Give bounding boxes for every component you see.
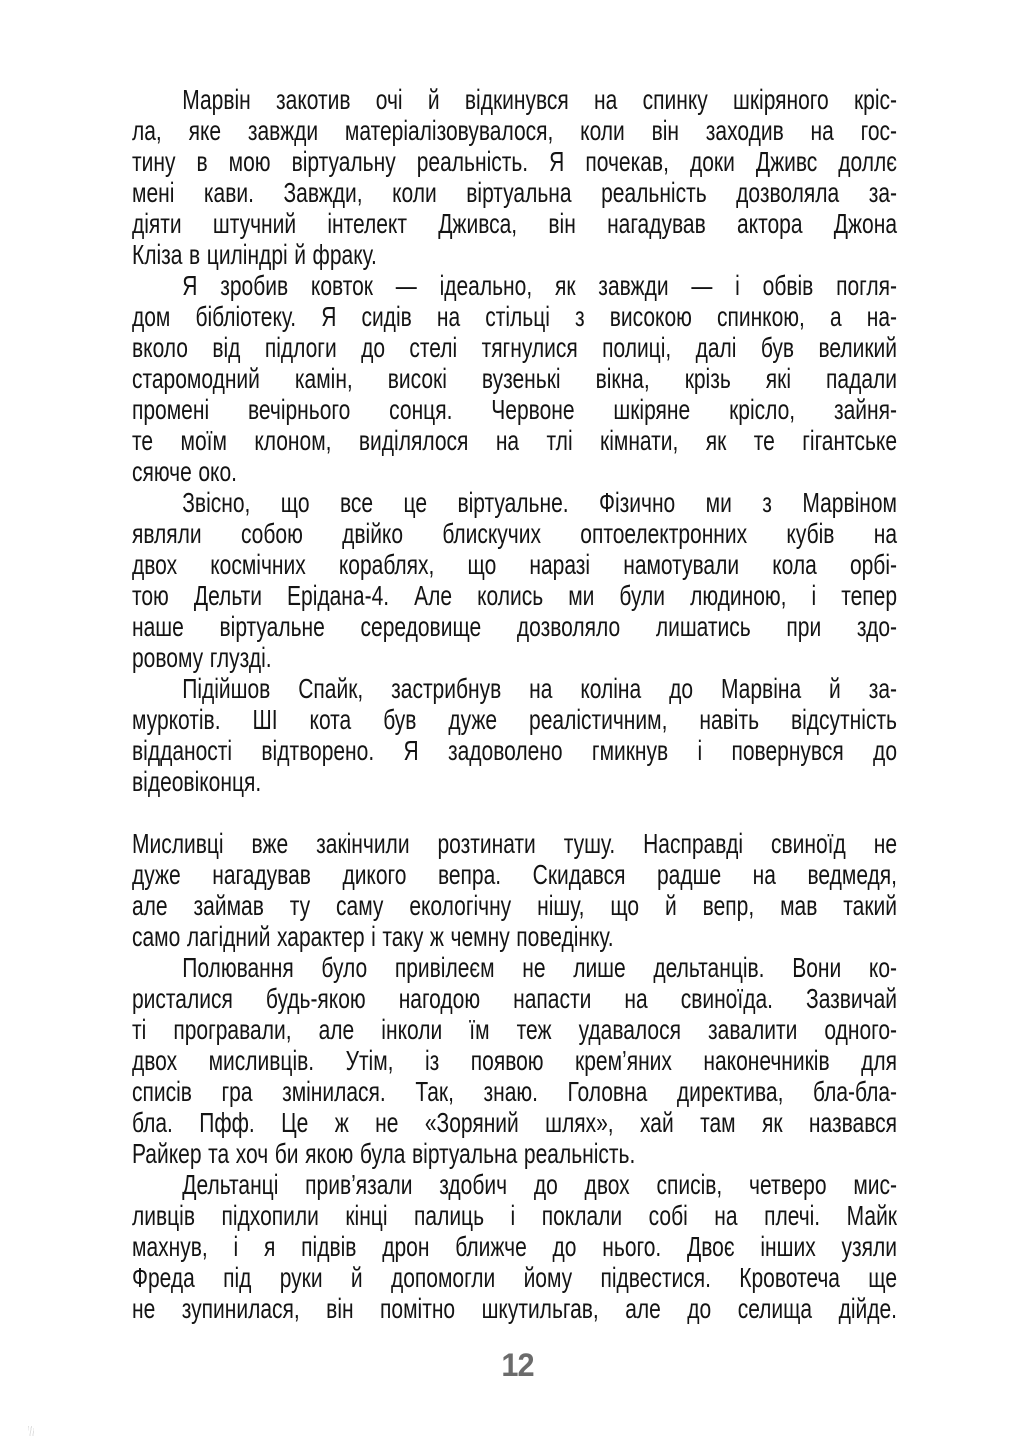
text-line: тою Дельти Ерідана-4. Але колись ми були людиною, і тепер — [132, 580, 897, 611]
text-line: вколо від підлоги до стелі тягнулися полиці, далі був великий — [132, 332, 897, 363]
text-line: ла, яке завжди матеріалізовувалося, коли він заходив на гос- — [132, 115, 897, 146]
text-line: ристалися будь-якою нагодою напасти на свиноїда. Зазвичай — [132, 983, 897, 1014]
text-line: муркотів. ШІ кота був дуже реалістичним, навіть відсутність — [132, 704, 897, 735]
text-line: сяюче око. — [132, 456, 237, 487]
text-line: не зупинилася, він помітно шкутильгав, але до селища дійде. — [132, 1293, 897, 1324]
text-line: дуже нагадував дикого вепра. Скидався радше на ведмедя, — [132, 859, 897, 890]
page-number: 12 — [501, 1347, 534, 1383]
text-line: являли собою двійко блискучих оптоелектронних кубів на — [132, 518, 897, 549]
text-line: Фреда під руки й допомогли йому підвестися. Кровотеча ще — [132, 1262, 897, 1293]
text-line: тину в мою віртуальну реальність. Я почекав, доки Дживс доллє — [132, 146, 897, 177]
text-line: Звісно, що все це віртуальне. Фізично ми з Марвіном — [182, 487, 897, 518]
text-line: двох мисливців. Утім, із появою крем’яних наконечників для — [132, 1045, 897, 1076]
text-line: Полювання було привілеєм не лише дельтанців. Вони ко- — [182, 952, 897, 983]
paragraph — [132, 270, 897, 487]
scan-artifact — [28, 1426, 34, 1436]
text-line: Мисливці вже закінчили розтинати тушу. Насправді свиноїд не — [132, 828, 897, 859]
paragraph — [132, 673, 897, 797]
text-line: Я зробив ковток — ідеально, як завжди — і обвів погля- — [182, 270, 897, 301]
text-line: бла. Пфф. Це ж не «Зоряний шлях», хай там як назвався — [132, 1107, 897, 1138]
paragraph — [132, 84, 897, 270]
paragraph — [132, 487, 897, 673]
text-line: Підійшов Спайк, застрибнув на коліна до Марвіна й за- — [182, 673, 897, 704]
paragraph — [132, 828, 897, 952]
text-line: відеовіконця. — [132, 766, 262, 797]
text-line: старомодний камін, високі вузенькі вікна, крізь які падали — [132, 363, 897, 394]
text-line: списів гра змінилася. Так, знаю. Головна директива, бла-бла- — [132, 1076, 897, 1107]
text-line: двох космічних кораблях, що наразі намотували кола орбі- — [132, 549, 897, 580]
text-line: те моїм клоном, виділялося на тлі кімнати, як те гігантське — [132, 425, 897, 456]
paragraph — [132, 1169, 897, 1324]
text-line: мені кави. Завжди, коли віртуальна реальність дозволяла за- — [132, 177, 897, 208]
text-line: махнув, і я підвів дрон ближче до нього. Двоє інших узяли — [132, 1231, 897, 1262]
text-line: наше віртуальне середовище дозволяло лишатись при здо- — [132, 611, 897, 642]
text-line: Кліза в циліндрі й фраку. — [132, 239, 377, 270]
text-line: промені вечірнього сонця. Червоне шкіряне крісло, зайня- — [132, 394, 897, 425]
text-line: Марвін закотив очі й відкинувся на спинку шкіряного кріс- — [182, 84, 897, 115]
paragraph — [132, 952, 897, 1169]
text-block — [132, 84, 897, 1324]
text-line: ті програвали, але інколи їм теж удавалося завалити одного- — [132, 1014, 897, 1045]
text-line: але займав ту саму екологічну нішу, що й вепр, мав такий — [132, 890, 897, 921]
text-line: ровому глузді. — [132, 642, 272, 673]
text-line: відданості відтворено. Я задоволено гмикнув і повернувся до — [132, 735, 897, 766]
text-line: дом бібліотеку. Я сидів на стільці з високою спинкою, а на- — [132, 301, 897, 332]
text-line: діяти штучний інтелект Дживса, він нагадував актора Джона — [132, 208, 897, 239]
text-line: ливців підхопили кінці палиць і поклали собі на плечі. Майк — [132, 1200, 897, 1231]
text-line: само лагідний характер і таку ж чемну поведінку. — [132, 921, 614, 952]
text-line: Дельтанці прив’язали здобич до двох списів, четверо мис- — [182, 1169, 897, 1200]
text-line: Райкер та хоч би якою була віртуальна реальність. — [132, 1138, 636, 1169]
